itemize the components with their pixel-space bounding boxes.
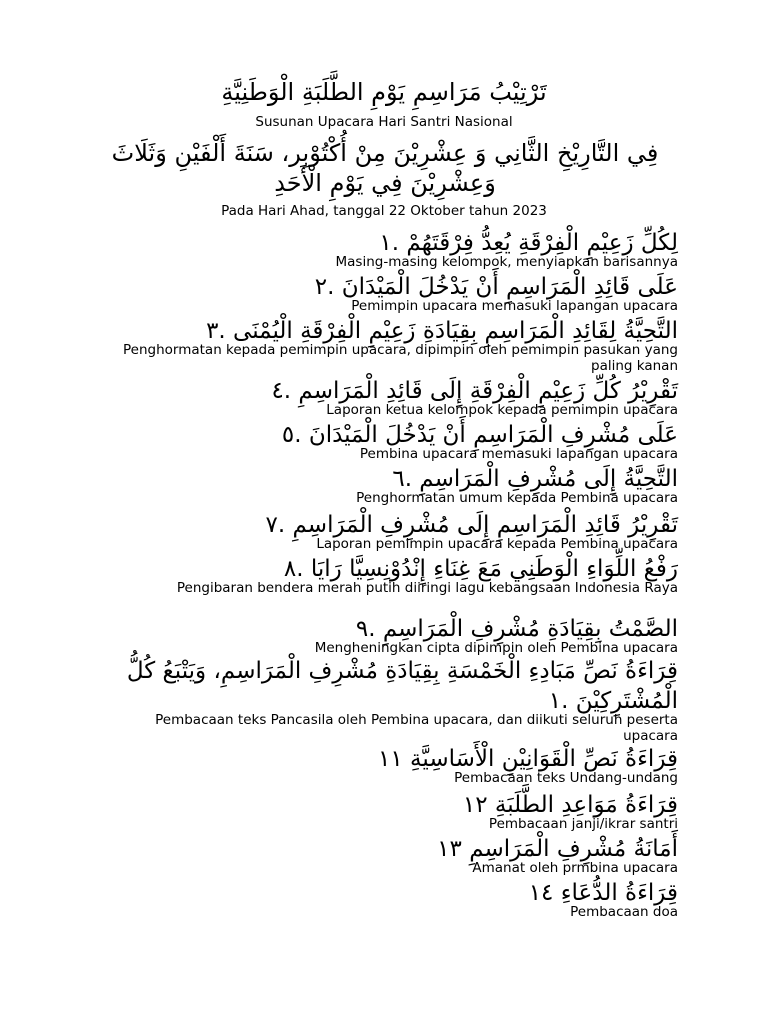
agenda-item-arabic: تَقْرِيْرُ قَائِدِ الْمَرَاسِمِ إِلَى مُشْرِفِ الْمَرَاسِمِ .٧ [265,512,678,538]
title-indonesian: Susunan Upacara Hari Santri Nasional [255,114,513,130]
agenda-item-11 [100,744,678,786]
agenda-item-indonesian: Pembacaan doa [570,904,678,920]
agenda-item-2 [100,272,678,314]
agenda-item-arabic: أَمَانَةُ مُشْرِفِ الْمَرَاسِمِ ١٣ [437,836,678,862]
title-arabic: تَرْتِيْبُ مَرَاسِمِ يَوْمِ الطَّلَبَةِ الْوَطَنِيَّةِ [221,78,547,106]
agenda-item-indonesian: Pembacaan janji/ikrar santri [488,816,678,832]
agenda-item-arabic: قِرَاءَةُ نَصِّ مَبَادِءِ الْخَمْسَةِ بِقِيَادَةِ مُشْرِفِ الْمَرَاسِمِ، وَيَتْبَعُ كُلُّ الْمُشْتَرِكِيْنَ .١ [126,658,678,714]
agenda-item-indonesian: Pembina upacara memasuki lapangan upacara [359,446,678,462]
agenda-item-arabic: التَّحِيَّةُ إِلَى مُشْرِفِ الْمَرَاسِمِ .٦ [392,466,678,492]
date-arabic: فِي التَّارِيْخِ الثَّانِي وَ عِشْرِيْنَ مِنْ أُكْتُوْبِر، سَنَةَ أَلْفَيْنِ وَثَلَاثَ وَعِشْرِيْنَ فِي يَوْمِ الْأَحَدِ [111,139,659,197]
agenda-item-12 [100,790,678,832]
agenda-item-indonesian: Laporan ketua kelompok kepada pemimpin upacara [326,402,678,418]
agenda-item-10 [100,656,678,744]
agenda-item-14 [100,878,678,920]
agenda-item-arabic: قِرَاءَةُ الدُّعَاءِ ١٤ [528,880,678,906]
agenda-item-indonesian: Amanat oleh prmbina upacara [472,860,678,876]
agenda-item-arabic: رَفْعُ اللِّوَاءِ الْوَطَنِي مَعَ غِنَاءِ إِنْدُوْنِسِيَّا رَايَا .٨ [283,556,678,582]
agenda-item-indonesian: Laporan pemimpin upacara kepada Pembina upacara [316,536,678,552]
agenda-item-5 [100,420,678,462]
agenda-item-1 [100,228,678,270]
agenda-item-indonesian: Pembacaan teks Pancasila oleh Pembina upacara, dan diikuti seluruh peserta upacara [155,712,678,744]
agenda-item-indonesian: Masing-masing kelompok, menyiapkan barisannya [335,254,678,270]
agenda-item-arabic: قِرَاءَةُ مَوَاعِدِ الطَّلَبَةِ ١٢ [462,792,678,818]
agenda-item-4 [100,376,678,418]
agenda-item-indonesian: Pembacaan teks Undang-undang [454,770,678,786]
agenda-item-indonesian: Mengheningkan cipta dipimpin oleh Pembina upacara [314,640,678,656]
agenda-item-8 [100,554,678,596]
agenda-item-7 [100,510,678,552]
agenda-item-arabic: عَلَى مُشْرِفِ الْمَرَاسِمِ أَنْ يَدْخُلَ الْمَيْدَانَ .٥ [281,422,678,448]
agenda-item-indonesian: Penghormatan umum kepada Pembina upacara [356,490,678,506]
agenda-item-3 [100,316,678,374]
agenda-item-indonesian: Penghormatan kepada pemimpin upacara, dipimpin oleh pemimpin pasukan yang paling kanan [122,342,678,374]
agenda-item-6 [100,464,678,506]
agenda-item-arabic: تَقْرِيْرُ كُلِّ زَعِيْمِ الْفِرْقَةِ إِلَى قَائِدِ الْمَرَاسِمِ .٤ [271,378,678,404]
agenda-item-arabic: التَّحِيَّةُ لِقَائِدِ الْمَرَاسِمِ بِقِيَادَةِ زَعِيْمِ الْفِرْقَةِ الْيُمْنَى .٣ [206,318,678,344]
agenda-item-arabic: قِرَاءَةُ نَصِّ الْقَوَانِيْنِ الْأَسَاسِيَّةِ ١١ [378,746,678,772]
agenda-item-indonesian: Pengibaran bendera merah putih diiringi lagu kebangsaan Indonesia Raya [176,580,678,596]
agenda-item-indonesian: Pemimpin upacara memasuki lapangan upacara [351,298,678,314]
agenda-item-13 [100,834,678,876]
agenda-item-arabic: لِكُلِّ زَعِيْمِ الْفِرْقَةِ يُعِدُّ فِرْقَتَهُمْ .١ [379,230,678,256]
agenda-item-arabic: الصَّمْتُ بِقِيَادَةِ مُشْرِفِ الْمَرَاسِمِ .٩ [355,616,678,642]
date-indonesian: Pada Hari Ahad, tanggal 22 Oktober tahun 2023 [221,203,547,219]
agenda-item-9 [100,614,678,656]
agenda-item-arabic: عَلَى قَائِدِ الْمَرَاسِمِ أَنْ يَدْخُلَ الْمَيْدَانَ .٢ [314,274,678,300]
